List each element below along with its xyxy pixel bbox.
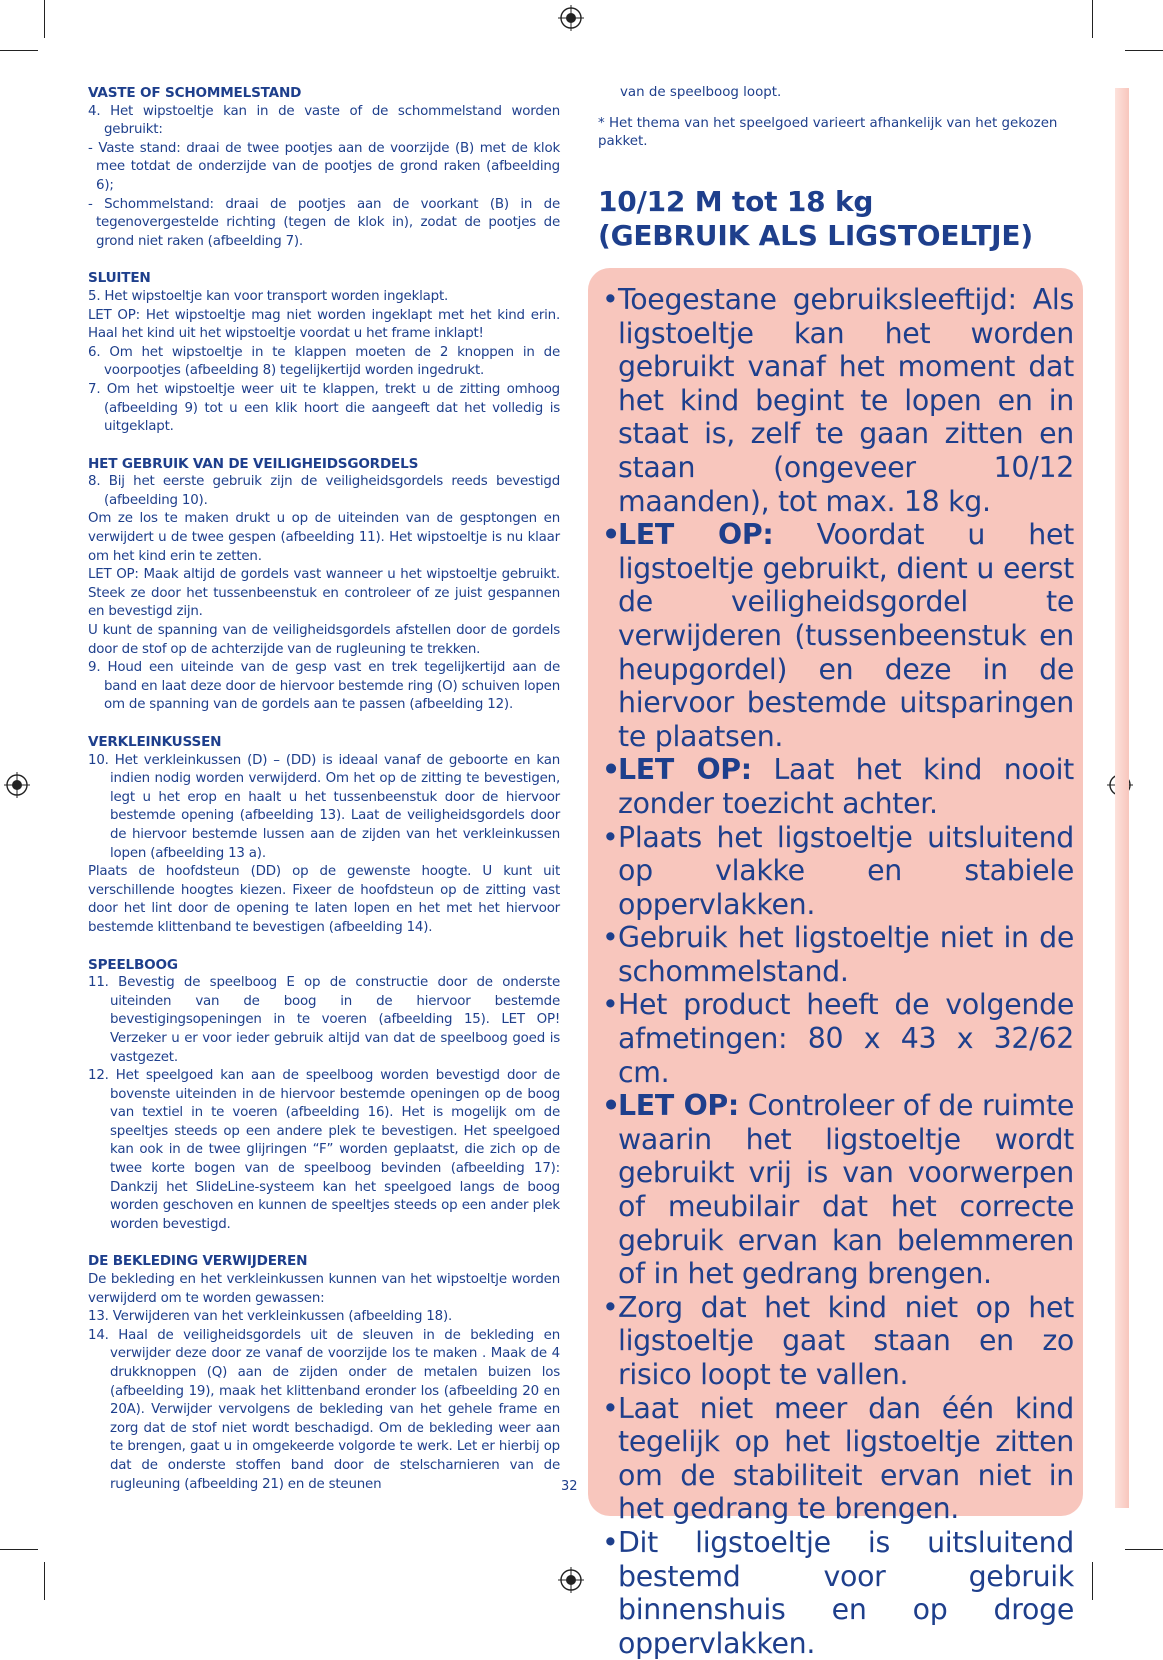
crop-mark <box>1125 1549 1163 1550</box>
warning-paragraph: LET OP: Het wipstoeltje mag niet worden ingeklapt met het kind erin. Haal het kind uit het wipstoeltje voordat u het frame inklapt! <box>88 307 560 342</box>
warning-text: Gebruik het ligstoeltje niet in de schommelstand. <box>618 921 1074 988</box>
paragraph: U kunt de spanning van de veiligheidsgordels afstellen door de gordels door de stof op de achterzijde van de rugleuning te trekken. <box>88 623 560 657</box>
section-heading: SLUITEN <box>88 270 151 287</box>
crop-mark <box>0 50 38 51</box>
section-verkleinkussen <box>88 733 560 938</box>
instruction-step: 12. Het speelgoed kan aan de speelboog worden bevestigd door de bovenste uiteinden in de hiervoor bestemde openingen op de boog van textiel in te voeren (afbeelding 16). Het is mogelijk om de speeltjes steeds op een andere plek te bevestigen. Het speelgoed kan ook in de twee glijringen “F” worden geplaatst, die zich op de twee korte bogen van de speelboog bevinden (afbeelding 17): Dankzij het SlideLine-systeem kan het speelgoed langs de boog worden geschoven en kunnen de speeltjes steeds op een ander plek worden bevestigd. <box>88 1068 560 1232</box>
section-heading: HET GEBRUIK VAN DE VEILIGHEIDSGORDELS <box>88 455 419 472</box>
warning-text: Toegestane gebruiksleeftijd: Als ligstoeltje kan het worden gebruikt vanaf het moment dat het kind begint te lopen en in staat is, zelf te gaan zitten en staan (ongeveer 10/12 maanden), tot max. 18 kg. <box>618 283 1074 518</box>
bullet-icon: • <box>602 753 620 787</box>
crop-mark <box>44 1562 45 1600</box>
warning-list <box>602 283 1074 1660</box>
instruction-step: 11. Bevestig de speelboog E op de constructie door de onderste uiteinden van de boog in de hiervoor bestemde bevestigingsopeningen in te voeren (afbeelding 15). LET OP! Verzeker u er voor ieder gebruik altijd van dat de speelboog goed is vastgezet. <box>88 975 560 1065</box>
edge-color-bar <box>1115 88 1129 1508</box>
continued-text: van de speelboog loopt. <box>620 85 782 100</box>
crop-mark <box>44 0 45 38</box>
let-op-label: LET OP: <box>618 518 774 552</box>
bullet-icon: • <box>602 1391 619 1425</box>
warning-item <box>602 988 1074 1089</box>
instruction-step: 6. Om het wipstoeltje in te klappen moeten de 2 knoppen in de voorpootjes (afbeelding 8) tegelijkertijd worden ingedrukt. <box>88 344 560 379</box>
instruction-bullet: - Schommelstand: draai de pootjes aan de voorkant (B) in de tegenovergestelde richting (tegen de klok in), zodat de pootjes de grond niet raken (afbeelding 7). <box>88 196 560 249</box>
page-number: 32 <box>561 1479 578 1494</box>
section-bekleding-verwijderen <box>88 1252 560 1494</box>
let-op-label: LET OP: <box>618 1089 739 1123</box>
warning-text: Voordat u het ligstoeltje gebruikt, dient u eerst de veiligheidsgordel te verwijderen (tussenbeenstuk en heupgordel) en deze in de hiervoor bestemde uitsparingen te plaatsen. <box>618 518 1074 753</box>
warning-text: Zorg dat het kind niet op het ligstoeltje gaat staan en zo risico loopt te vallen. <box>618 1290 1074 1391</box>
warning-item <box>602 821 1074 922</box>
section-sluiten <box>88 269 560 436</box>
paragraph: De bekleding en het verkleinkussen kunnen van het wipstoeltje worden verwijderd om te worden gewassen: <box>88 1272 560 1306</box>
left-column <box>88 84 560 1512</box>
instruction-step: 5. Het wipstoeltje kan voor transport worden ingeklapt. <box>88 288 449 304</box>
bullet-icon: • <box>602 820 619 854</box>
instruction-bullet: - Vaste stand: draai de twee pootjes aan de voorzijde (B) met de klok mee totdat de onderzijde van de pootjes de grond raken (afbeelding 6); <box>88 140 560 193</box>
registration-mark-icon <box>558 5 584 31</box>
instruction-step: 4. Het wipstoeltje kan in de vaste of de schommelstand worden gebruikt: <box>88 103 560 138</box>
right-column-top <box>598 84 1082 152</box>
footnote: * Het thema van het speelgoed varieert afhankelijk van het gekozen pakket. <box>598 115 1058 150</box>
bullet-icon: • <box>602 1089 620 1123</box>
section-title <box>598 185 1033 253</box>
section-heading: SPEELBOOG <box>88 956 178 973</box>
crop-mark <box>1125 50 1163 51</box>
instruction-step: 14. Haal de veiligheidsgordels uit de sleuven in de bekleding en verwijder deze door ze vanaf de voorzijde los te maken . Maak de 4 drukknoppen (Q) aan de zijden onder de metalen buizen los (afbeelding 19), maak het klittenband eronder los (afbeelding 20 en 20A). Verwijder vervolgens de bekleding van het gehele frame en zorg dat de stof niet wordt beschadigd. Om de bekleding weer aan te brengen, gaat u in omgekeerde volgorde te werk. Let er hierbij op dat de onderste stoffen band door de stelscharnieren van de rugleuning (afbeelding 21) en de steunen <box>88 1327 560 1492</box>
bullet-icon: • <box>602 283 619 316</box>
crop-mark <box>1092 1562 1093 1600</box>
warning-item <box>602 1526 1074 1660</box>
paragraph: Plaats de hoofdsteun (DD) op de gewenste hoogte. U kunt uit verschillende hoogtes kiezen. Fixeer de hoofdsteun op de zitting vast door het lint door de opening te laten lopen en het met het hiervoor bestemde klittenband te bevestigen (afbeelding 14). <box>88 864 560 935</box>
warning-item <box>602 921 1074 988</box>
warning-text: Controleer of de ruimte waarin het ligstoeltje wordt gebruikt vrij is van voorwerpen of meubilair dat het correcte gebruik ervan kan belemmeren of in het gedrang brengen. <box>618 1089 1074 1291</box>
warning-text: Dit ligstoeltje is uitsluitend bestemd voor gebruik binnenshuis en op droge oppervlakken. <box>618 1525 1074 1660</box>
bullet-icon: • <box>602 518 620 552</box>
crop-mark <box>0 1549 38 1550</box>
section-speelboog <box>88 956 560 1235</box>
section-heading: DE BEKLEDING VERWIJDEREN <box>88 1253 308 1270</box>
section-veiligheidsgordels <box>88 455 560 715</box>
warning-item <box>602 753 1074 820</box>
crop-mark <box>1092 0 1093 38</box>
instruction-step: 13. Verwijderen van het verkleinkussen (afbeelding 18). <box>88 1309 453 1325</box>
bullet-icon: • <box>602 988 619 1022</box>
title-line-2: (GEBRUIK ALS LIGSTOELTJE) <box>598 219 1033 252</box>
section-vaste-of-schommelstand <box>88 84 560 251</box>
registration-mark-icon <box>4 772 30 798</box>
instruction-step: 10. Het verkleinkussen (D) – (DD) is ideaal vanaf de geboorte en kan indien nodig worden verwijderd. Om het op de zitting te bevestigen, legt u het erop en haalt u het tussenbeenstuk door de hiervoor bestemde opening (afbeelding 13). Laat de veiligheidsgordels door de hiervoor bestemde lussen aan de zijden van het verkleinkussen lopen (afbeelding 13 a). <box>88 752 560 861</box>
registration-mark-icon <box>558 1567 584 1593</box>
instruction-step: 7. Om het wipstoeltje weer uit te klappen, trekt u de zitting omhoog (afbeelding 9) tot u een klik hoort die aangeeft dat het volledig is uitgeklapt. <box>88 381 560 435</box>
warning-item <box>602 1089 1074 1291</box>
paragraph: Om ze los te maken drukt u op de uiteinden van de gesptongen en verwijdert u de twee gespen (afbeelding 11). Het wipstoeltje is nu klaar om het kind erin te zetten. <box>88 511 560 564</box>
section-heading: VERKLEINKUSSEN <box>88 734 222 750</box>
warning-text: Laat het kind nooit zonder toezicht achter. <box>618 753 1075 820</box>
let-op-label: LET OP: <box>618 753 752 787</box>
bullet-icon: • <box>602 921 619 955</box>
bullet-icon: • <box>602 1525 619 1559</box>
warning-text: Het product heeft de volgende afmetingen: 80 x 43 x 32/62 cm. <box>618 988 1074 1089</box>
title-line-1: 10/12 M tot 18 kg <box>598 185 874 218</box>
warning-item <box>602 518 1074 753</box>
instruction-step: 9. Houd een uiteinde van de gesp vast en trek tegelijkertijd aan de band en laat deze door de hiervoor bestemde ring (O) schuiven lopen om de spanning van de gordels aan te passen (afbeelding 12). <box>88 660 560 713</box>
bullet-icon: • <box>602 1290 619 1324</box>
warning-item <box>602 283 1074 518</box>
warning-item <box>602 1392 1074 1526</box>
warning-paragraph: LET OP: Maak altijd de gordels vast wanneer u het wipstoeltje gebruikt. Steek ze door het tussenbeenstuk en controleer of ze juist gespannen en bevestigd zijn. <box>88 567 560 620</box>
section-heading: VASTE OF SCHOMMELSTAND <box>88 85 302 101</box>
warning-text: Plaats het ligstoeltje uitsluitend op vlakke en stabiele oppervlakken. <box>618 820 1074 921</box>
warning-item <box>602 1291 1074 1392</box>
warning-text: Laat niet meer dan één kind tegelijk op het ligstoeltje zitten om de stabiliteit ervan niet in het gedrang te brengen. <box>618 1391 1074 1526</box>
instruction-step: 8. Bij het eerste gebruik zijn de veiligheidsgordels reeds bevestigd (afbeelding 10). <box>88 474 560 508</box>
